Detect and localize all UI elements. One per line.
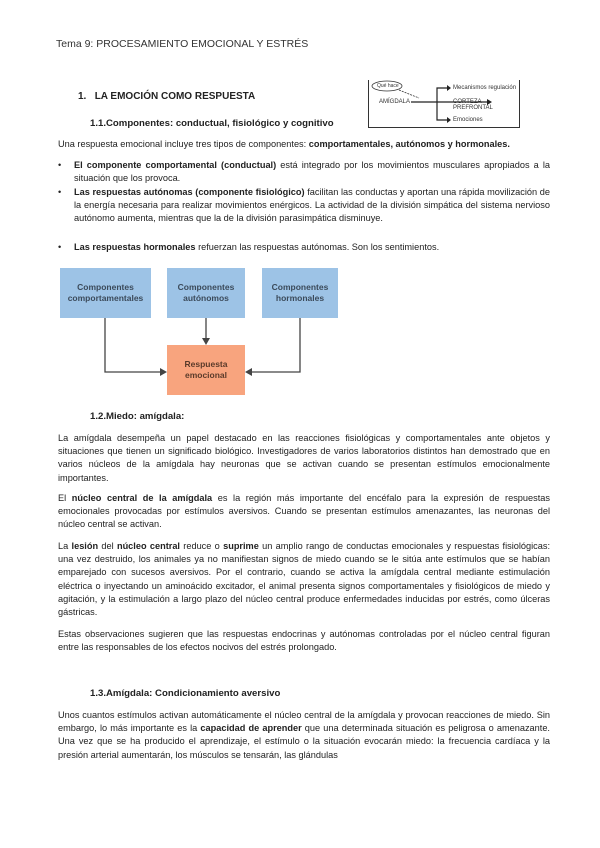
paragraph: La lesión del núcleo central reduce o suprime un amplio rango de conductas emocionales y respuestas fisiológicas: una vez destruido, los animales ya no manifiestan signos de miedo cuando se le sitúa ante estímulos que se habían emparejado con sucesos aversivos. Por el contrario, cuando se activa la amígdala central mediante estimulación eléctrica o inyectando un aminoácido excitador, el animal presenta signos comportamentales y fisiológicos de miedo y agitación, y la estimulación a largo plazo del núcleo central produce enfermedades inducidas por estrés, como úlceras gástricas. <box>58 541 551 618</box>
box-comportamentales: Componentes comportamentales <box>60 268 151 318</box>
amygdala-mini-diagram <box>368 80 520 128</box>
amygdala-label: AMÍGDALA <box>379 99 411 105</box>
box-hormonales: Componentes hormonales <box>262 268 338 318</box>
bullet-item: • El componente comportamental (conductual) está integrado por los movimientos musculares apropiados a la situación que los provoca. <box>58 160 550 184</box>
emotions-label: Emociones <box>453 117 483 123</box>
oval-label: Qué hace <box>377 83 399 89</box>
bullet-item: • Las respuestas autónomas (componente fisiológico) facilitan las conductas y aportan una rápida movilización de la energía necesaria para realizar movimientos enérgicos. La actividad de la división simpática del sistema nervioso autónomo aumenta, mientras que la de la división parasimpática disminuye. <box>58 187 550 224</box>
section-number: 1. <box>78 91 87 102</box>
paragraph: El núcleo central de la amígdala es la región más importante del encéfalo para la expresión de respuestas emocionales provocadas por estímulos aversivos. Cuando se presentan estímulos amenazantes, las neuronas del núcleo central se activan. <box>58 493 550 530</box>
paragraph: La amígdala desempeña un papel destacado en las reacciones fisiológicas y comportamentales ante objetos y situaciones que tienen un significado biológico. Investigadores de varios laboratorios distintos han demostrado que en varios núcleos de la amígdala hay neuronas que se activan cuando se presentan estímulos emocionalmente importantes. <box>58 433 550 483</box>
page-header: Tema 9: PROCESAMIENTO EMOCIONAL Y ESTRÉS <box>56 38 309 50</box>
subsection-title: 1.2.Miedo: amígdala: <box>90 411 185 422</box>
paragraph: Unos cuantos estímulos activan automáticamente el núcleo central de la amígdala y provocan reacciones de miedo. Sin embargo, lo más importante es la capacidad de aprender que una determinada situación es peligrosa o amenazante. Una vez que se ha producido el aprendizaje, el estímulo o la situación evocarán miedo: la frecuencia cardíaca y la presión arterial aumentarán, los músculos se tensarán, las glándulas <box>58 710 550 760</box>
regulation-label: Mecanismos regulación <box>453 85 517 91</box>
box-respuesta-emocional: Respuesta emocional <box>167 345 245 395</box>
section-title: LA EMOCIÓN COMO RESPUESTA <box>94 91 256 102</box>
subsection-title: 1.3.Amígdala: Condicionamiento aversivo <box>90 688 281 699</box>
prefrontal-label: CORTEZA PREFRONTAL <box>453 99 493 111</box>
paragraph: Estas observaciones sugieren que las respuestas endocrinas y autónomas controladas por el núcleo central figuran entre las responsables de los efectos nocivos del estrés prolongado. <box>58 629 550 653</box>
subsection-title: 1.1.Componentes: conductual, fisiológico y cognitivo <box>90 118 334 129</box>
bullet-item: • Las respuestas hormonales refuerzan las respuestas autónomas. Son los sentimientos. <box>58 242 440 252</box>
paragraph: Una respuesta emocional incluye tres tipos de componentes: comportamentales, autónomos y hormonales. <box>58 139 510 149</box>
box-autonomos: Componentes autónomos <box>167 268 245 318</box>
